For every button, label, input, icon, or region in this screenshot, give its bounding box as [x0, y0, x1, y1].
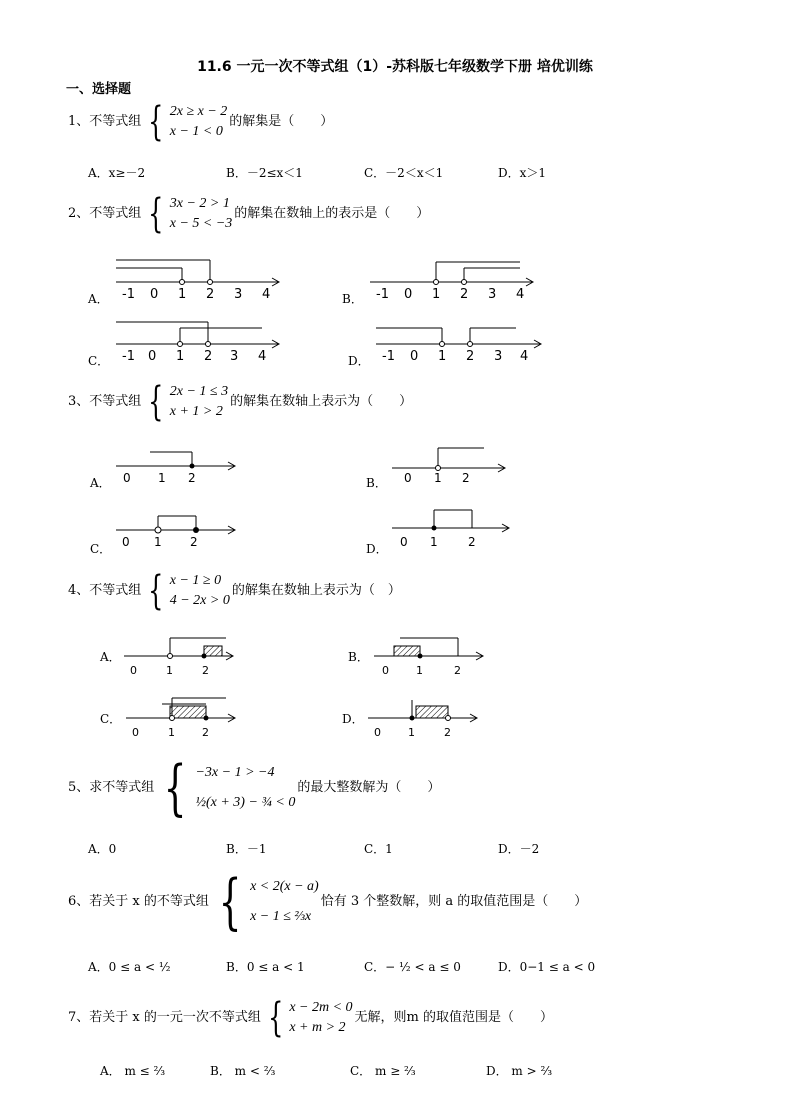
q2-numberline-c [110, 316, 290, 366]
tick-label: -1 [122, 287, 135, 302]
q4-numberline-c [122, 694, 242, 740]
q5-ineq-1: −3x − 1 > −4 [195, 765, 275, 780]
tick-label: 2 [202, 664, 209, 677]
q4-system [170, 571, 230, 611]
q3-option-c[interactable]: C． [90, 542, 112, 556]
q1-choice-a[interactable]: A．x≥－2 [88, 166, 146, 180]
tick-label: 0 [410, 349, 419, 364]
q1-choice-c[interactable]: C．－2＜x＜1 [364, 166, 444, 180]
q7-ineq-1: x − 2m < 0 [289, 1000, 353, 1015]
q4-option-d[interactable]: D． [342, 712, 364, 726]
tick-label: 4 [516, 287, 525, 302]
tick-label: 0 [374, 726, 381, 739]
q1-prefix: 1、不等式组 [68, 114, 142, 129]
q6-system [250, 872, 319, 932]
q6-suffix: 恰有 3 个整数解，则 a 的取值范围是（ ） [320, 894, 588, 909]
q3-system [170, 382, 228, 422]
q4-ineq-1: x − 1 ≥ 0 [169, 573, 222, 588]
q3-ineq-1: 2x − 1 ≤ 3 [169, 384, 229, 399]
q3-suffix: 的解集在数轴上表示为（ ） [230, 394, 413, 409]
q2-numberline-a [110, 254, 290, 304]
q1-choice-d[interactable]: D．x＞1 [498, 166, 547, 180]
q3-numberline-c [112, 510, 242, 554]
tick-label: 1 [168, 726, 175, 739]
q3-option-a[interactable]: A． [90, 476, 111, 490]
q3-option-d[interactable]: D． [366, 542, 388, 556]
q2-option-c[interactable]: C． [88, 354, 110, 368]
tick-label: 1 [416, 664, 423, 677]
q7-ineq-2: x + m > 2 [289, 1020, 346, 1035]
tick-label: 1 [154, 535, 162, 549]
tick-label: 2 [188, 471, 196, 485]
q5-choice-c[interactable]: C．1 [364, 842, 393, 856]
tick-label: -1 [382, 349, 395, 364]
tick-label: 1 [408, 726, 415, 739]
q2-option-a[interactable]: A． [88, 292, 109, 306]
tick-label: 4 [520, 349, 529, 364]
q3-prefix: 3、不等式组 [68, 394, 142, 409]
q2-prefix: 2、不等式组 [68, 206, 142, 221]
q6-choice-b[interactable]: B．0 ≤ a < 1 [226, 960, 305, 974]
tick-label: 3 [488, 287, 497, 302]
tick-label: 0 [404, 287, 413, 302]
tick-label: 0 [148, 349, 157, 364]
q5-choice-a[interactable]: A．0 [88, 842, 117, 856]
q2-ineq-2: x − 5 < −3 [169, 216, 233, 231]
tick-label: 2 [468, 535, 476, 549]
tick-label: 2 [206, 287, 215, 302]
q6-prefix: 6、若关于 x 的不等式组 [68, 894, 209, 909]
page-title: 11.6 一元一次不等式组（1）-苏科版七年级数学下册 培优训练 [197, 59, 593, 75]
question-2 [68, 191, 430, 237]
tick-label: 1 [176, 349, 185, 364]
q2-suffix: 的解集在数轴上的表示是（ ） [234, 206, 430, 221]
q2-ineq-1: 3x − 2 > 1 [169, 196, 230, 211]
q4-prefix: 4、不等式组 [68, 583, 142, 598]
q3-ineq-2: x + 1 > 2 [169, 404, 223, 419]
q5-suffix: 的最大整数解为（ ） [297, 780, 441, 795]
q5-choice-b[interactable]: B．－1 [226, 842, 267, 856]
q5-choice-d[interactable]: D．－2 [498, 842, 540, 856]
question-5 [68, 753, 441, 823]
question-6 [68, 867, 588, 937]
tick-label: 4 [258, 349, 267, 364]
brace-icon: { [148, 99, 164, 145]
tick-label: 0 [132, 726, 139, 739]
tick-label: 2 [202, 726, 209, 739]
q6-ineq-1: x < 2(x − a) [250, 879, 319, 894]
q2-numberline-b [364, 254, 544, 304]
q7-choice-b[interactable]: B． m < ⅔ [210, 1064, 276, 1078]
q4-option-a[interactable]: A． [100, 650, 121, 664]
q7-choice-d[interactable]: D． m > ⅔ [486, 1064, 553, 1078]
question-4 [68, 568, 401, 614]
question-3 [68, 379, 413, 425]
tick-label: 3 [230, 349, 239, 364]
brace-icon: { [148, 379, 164, 425]
q4-numberline-b [370, 632, 490, 678]
tick-label: 0 [130, 664, 137, 677]
tick-label: 2 [190, 535, 198, 549]
tick-label: 1 [166, 664, 173, 677]
q7-system [289, 998, 352, 1038]
question-7 [68, 995, 554, 1041]
tick-label: 2 [462, 471, 470, 485]
q6-choice-a[interactable]: A．0 ≤ a < ½ [88, 960, 171, 974]
tick-label: 1 [158, 471, 166, 485]
q6-ineq-2: x − 1 ≤ ⅔x [250, 909, 312, 924]
tick-label: -1 [122, 349, 135, 364]
tick-label: -1 [376, 287, 389, 302]
tick-label: 0 [150, 287, 159, 302]
tick-label: 0 [123, 471, 131, 485]
tick-label: 0 [122, 535, 130, 549]
q7-choice-a[interactable]: A． m ≤ ⅔ [100, 1064, 166, 1078]
tick-label: 0 [404, 471, 412, 485]
q3-numberline-d [388, 506, 518, 550]
tick-label: 2 [460, 287, 469, 302]
tick-label: 2 [204, 349, 213, 364]
tick-label: 0 [400, 535, 408, 549]
q4-numberline-a [120, 632, 240, 678]
q5-ineq-2: ½(x + 3) − ¾ < 0 [195, 795, 296, 810]
q7-suffix: 无解，则m 的取值范围是（ ） [354, 1010, 554, 1025]
q4-numberline-d [364, 694, 484, 740]
tick-label: 2 [466, 349, 475, 364]
tick-label: 2 [444, 726, 451, 739]
q4-ineq-2: 4 − 2x > 0 [169, 593, 230, 608]
tick-label: 0 [382, 664, 389, 677]
tick-label: 1 [434, 471, 442, 485]
tick-label: 3 [234, 287, 243, 302]
tick-label: 1 [430, 535, 438, 549]
tick-label: 4 [262, 287, 271, 302]
brace-icon: { [148, 568, 164, 614]
q3-option-b[interactable]: B． [366, 476, 387, 490]
q4-option-b[interactable]: B． [348, 650, 369, 664]
brace-icon: { [218, 867, 242, 937]
q4-suffix: 的解集在数轴上表示为（ ） [231, 583, 401, 598]
q5-system [195, 758, 295, 818]
q5-prefix: 5、求不等式组 [68, 780, 155, 795]
q2-system [170, 194, 233, 234]
q6-choice-c[interactable]: C．− ½ < a ≤ 0 [364, 960, 461, 974]
q1-suffix: 的解集是（ ） [229, 114, 334, 129]
q2-numberline-d [370, 316, 550, 366]
q2-option-b[interactable]: B． [342, 292, 363, 306]
brace-icon: { [148, 191, 164, 237]
q3-numberline-a [112, 446, 242, 490]
brace-icon: { [163, 753, 187, 823]
question-1 [68, 99, 334, 145]
tick-label: 3 [494, 349, 503, 364]
q4-option-c[interactable]: C． [100, 712, 122, 726]
brace-icon: { [267, 995, 284, 1041]
q6-choice-d[interactable]: D．0−1 ≤ a < 0 [498, 960, 596, 974]
q7-prefix: 7、若关于 x 的一元一次不等式组 [68, 1010, 261, 1025]
q1-ineq-1: 2x ≥ x − 2 [169, 104, 228, 119]
q2-option-d[interactable]: D． [348, 354, 370, 368]
section-heading: 一、选择题 [66, 82, 132, 97]
q1-ineq-2: x − 1 < 0 [169, 124, 223, 139]
tick-label: 1 [438, 349, 447, 364]
q1-choice-b[interactable]: B．－2≤x＜1 [226, 166, 303, 180]
q7-choice-c[interactable]: C． m ≥ ⅔ [350, 1064, 416, 1078]
q3-numberline-b [388, 446, 518, 490]
q1-system [170, 102, 228, 142]
tick-label: 2 [454, 664, 461, 677]
tick-label: 1 [178, 287, 187, 302]
tick-label: 1 [432, 287, 441, 302]
